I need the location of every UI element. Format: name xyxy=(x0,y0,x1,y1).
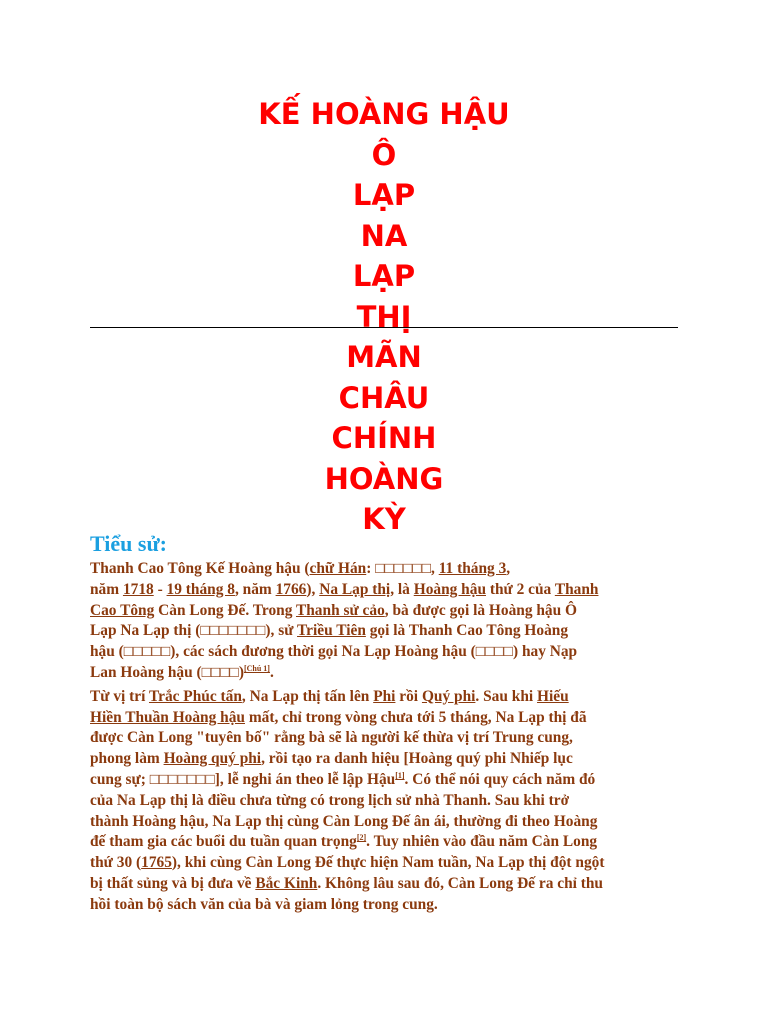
text: , bà được gọi là Hoàng hậu Ô xyxy=(384,601,578,619)
text: thứ 2 của xyxy=(486,580,555,598)
text: phong làm xyxy=(90,750,164,768)
link-chu-han[interactable]: chữ Hán xyxy=(309,560,367,577)
paragraph-2 xyxy=(90,687,690,916)
title-line: LẠP xyxy=(352,259,416,293)
text: gọi là Thanh Cao Tông Hoàng xyxy=(365,622,569,640)
text: Càn Long Đế. Trong xyxy=(154,601,296,619)
title-line: CHÍNH xyxy=(331,421,437,455)
footnote-link-chu-1[interactable]: [Chú 1] xyxy=(243,663,270,673)
text: hậu ( xyxy=(90,643,124,661)
title-line: NA xyxy=(360,218,408,253)
han-characters: □□□□□□ xyxy=(375,560,431,577)
text: Từ vị trí xyxy=(90,687,149,705)
title-line: LẠP xyxy=(352,178,416,212)
han-characters: □□□□□□□ xyxy=(200,622,266,640)
text: ) xyxy=(238,663,244,681)
horizontal-rule xyxy=(90,327,678,328)
text-line xyxy=(90,621,690,642)
text: Lan Hoàng hậu ( xyxy=(90,663,202,681)
han-characters: □□□□ xyxy=(475,643,513,661)
text: , năm xyxy=(234,580,276,598)
han-characters: □□□□□ xyxy=(123,643,171,661)
text-line xyxy=(90,770,690,791)
title-line: KẾ HOÀNG HẬU xyxy=(258,97,510,131)
link-1765[interactable]: 1765 xyxy=(141,854,172,872)
text: , xyxy=(506,560,511,577)
text-line xyxy=(90,749,690,770)
link-phi[interactable]: Phi xyxy=(373,687,396,705)
text: ], lễ nghi án theo lễ lập Hậu xyxy=(214,770,396,788)
link-hoang-quy-phi[interactable]: Hoàng quý phi xyxy=(163,750,262,768)
footnote-link-2[interactable]: [2] xyxy=(356,833,367,843)
title-line: CHÂU xyxy=(338,380,430,415)
han-characters: □□□□□□□ xyxy=(149,770,215,788)
text-line xyxy=(90,663,690,684)
title-line: HOÀNG xyxy=(324,461,444,496)
link-1766[interactable]: 1766 xyxy=(275,580,307,598)
text: : xyxy=(366,560,376,577)
text-line: của Na Lạp thị là điều chưa từng có trong lịch sử nhà Thanh. Sau khi trở xyxy=(90,791,570,809)
title-line: KỲ xyxy=(362,502,406,536)
text: - xyxy=(153,580,167,598)
text-line xyxy=(90,642,690,663)
paragraph-1 xyxy=(90,559,690,684)
text: năm xyxy=(90,580,123,598)
section-heading: Tiểu sử: xyxy=(90,531,167,556)
link-hoang-hau[interactable]: Hoàng hậu xyxy=(413,580,486,598)
text: ), xyxy=(306,580,320,598)
text-line xyxy=(90,832,690,853)
text: Thanh Cao Tông Kế Hoàng hậu ( xyxy=(90,560,310,577)
text: ), sử xyxy=(265,622,298,640)
title-line: THỊ xyxy=(356,299,412,334)
text: . Không lâu sau đó, Càn Long Đế ra chỉ thu xyxy=(317,874,603,892)
link-hieu-hien-thuan[interactable]: Hiếu xyxy=(537,687,569,705)
text: , là xyxy=(390,580,414,598)
text: . Sau khi xyxy=(475,687,538,705)
link-thanh-cao-tong[interactable]: Cao Tông xyxy=(90,601,155,619)
link-11-thang-3[interactable]: 11 tháng 3 xyxy=(438,560,507,577)
text: cung sự; xyxy=(90,770,150,788)
article-body xyxy=(90,559,690,919)
link-na-lap-thi[interactable]: Na Lạp thị xyxy=(319,580,391,598)
text-line xyxy=(90,853,690,874)
text: rồi xyxy=(395,687,422,705)
text: . xyxy=(269,663,274,681)
text-line xyxy=(90,601,690,622)
text-line: được Càn Long "tuyên bố" rằng bà sẽ là người kế thừa vị trí Trung cung, xyxy=(90,729,573,747)
text: . Có thể nói quy cách năm đó xyxy=(404,770,596,788)
text-line xyxy=(90,580,690,601)
link-trieu-tien[interactable]: Triều Tiên xyxy=(297,622,366,640)
link-bac-kinh[interactable]: Bắc Kinh xyxy=(255,874,318,892)
text-line xyxy=(90,874,690,895)
text: thứ 30 ( xyxy=(90,854,142,872)
text-line: hồi toàn bộ sách văn của bà và giam lỏng trong cung. xyxy=(90,895,438,913)
text: ), các sách đương thời gọi Na Lạp Hoàng hậu ( xyxy=(170,643,476,661)
han-characters: □□□□ xyxy=(201,663,239,681)
link-quy-phi[interactable]: Quý phi xyxy=(421,687,476,705)
text: mất, chỉ trong vòng chưa tới 5 tháng, Na Lạp thị đã xyxy=(244,708,587,726)
text-line xyxy=(90,687,690,708)
link-19-thang-8[interactable]: 19 tháng 8 xyxy=(166,580,235,598)
text: , Na Lạp thị tấn lên xyxy=(241,687,374,705)
text-line xyxy=(90,559,690,580)
link-thanh-su-cao[interactable]: Thanh sử cảo xyxy=(295,601,385,619)
text-line xyxy=(90,708,690,729)
text: ), khi cùng Càn Long Đế thực hiện Nam tuần, Na Lạp thị đột ngột xyxy=(171,854,605,872)
link-trac-phuc-tan[interactable]: Trắc Phúc tấn xyxy=(148,687,242,705)
text: , xyxy=(431,560,439,577)
link-thanh-cao-tong[interactable]: Thanh xyxy=(554,580,599,598)
text-line: thành Hoàng hậu, Na Lạp thị cùng Càn Long Đế ân ái, thường đi theo Hoàng xyxy=(90,812,598,830)
link-hieu-hien-thuan[interactable]: Hiền Thuần Hoàng hậu xyxy=(90,708,245,726)
title-line: MÃN xyxy=(346,340,422,374)
text: Lạp Na Lạp thị ( xyxy=(90,622,201,640)
text: đế tham gia các buổi du tuần quan trọng xyxy=(90,833,357,851)
text: bị thất sủng và bị đưa về xyxy=(90,874,256,892)
document-title xyxy=(90,94,678,540)
text: ) hay Nạp xyxy=(512,643,578,661)
link-1718[interactable]: 1718 xyxy=(122,580,154,598)
title-line: Ô xyxy=(371,137,397,172)
footnote-link-1[interactable]: [1] xyxy=(395,770,405,780)
text: . Tuy nhiên vào đầu năm Càn Long xyxy=(366,833,598,851)
text: , rồi tạo ra danh hiệu [Hoàng quý phi Nhiếp lục xyxy=(261,750,573,768)
